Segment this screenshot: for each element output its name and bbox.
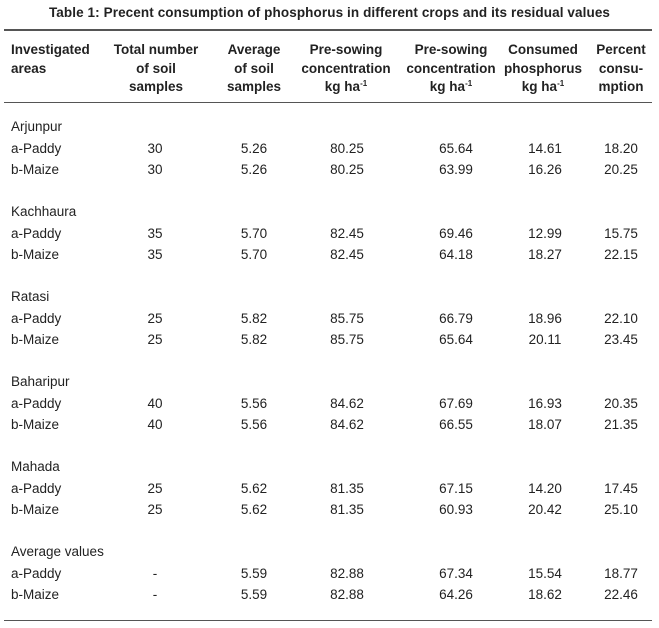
table-cell: 5.26 xyxy=(240,162,268,177)
header-text: Percent xyxy=(596,42,646,57)
table-row xyxy=(0,479,659,499)
crop-label: b-Maize xyxy=(11,502,60,517)
table-cell: 63.99 xyxy=(439,162,473,177)
table-cell: 65.64 xyxy=(439,332,473,347)
top-rule xyxy=(4,29,652,31)
area-name: Mahada xyxy=(11,459,60,474)
table-cell: 65.64 xyxy=(439,140,473,156)
table-cell: 20.25 xyxy=(604,162,638,177)
table-cell: 5.70 xyxy=(240,247,268,262)
table-cell: 5.82 xyxy=(240,332,268,347)
header-text: samples xyxy=(128,79,184,94)
table-cell: 67.15 xyxy=(439,480,473,496)
table-cell: 14.61 xyxy=(528,140,562,156)
table-cell: 15.75 xyxy=(604,225,638,241)
area-name: Kachhaura xyxy=(11,204,77,219)
table-cell: 5.56 xyxy=(240,395,268,411)
table-cell: 82.88 xyxy=(330,587,364,602)
crop-label: b-Maize xyxy=(11,332,60,347)
table-cell: 64.18 xyxy=(439,247,473,262)
table-cell: 25 xyxy=(147,480,163,496)
header-text: Pre-sowing xyxy=(309,42,383,57)
crop-label: a-Paddy xyxy=(11,480,62,496)
table-cell: 17.45 xyxy=(604,480,638,496)
table-cell: 30 xyxy=(147,162,163,177)
header-text: phosphorus xyxy=(504,60,582,76)
table-cell: 66.79 xyxy=(439,310,473,326)
header-line xyxy=(11,41,111,60)
header-text: Total number xyxy=(113,42,199,57)
table-cell: 22.10 xyxy=(604,310,638,326)
table-cell: 18.20 xyxy=(604,140,638,156)
header-line xyxy=(395,78,507,97)
column-header-7 xyxy=(586,41,656,97)
table-cell: 5.62 xyxy=(240,502,268,517)
table-cell: 5.26 xyxy=(240,140,268,156)
table-cell: 20.35 xyxy=(604,395,638,411)
header-text: samples xyxy=(226,79,282,94)
table-cell: 18.77 xyxy=(604,565,638,581)
table-cell: 80.25 xyxy=(330,162,364,177)
header-text: Consumed xyxy=(508,42,578,57)
unit-exponent: -1 xyxy=(360,79,368,88)
table-cell: 85.75 xyxy=(330,310,364,326)
table-row xyxy=(0,585,659,605)
area-name: Arjunpur xyxy=(11,119,63,134)
header-line xyxy=(498,78,588,97)
area-name: Baharipur xyxy=(11,374,70,389)
table-cell: 16.26 xyxy=(528,162,562,177)
table-row xyxy=(0,245,659,265)
crop-label: a-Paddy xyxy=(11,565,62,581)
area-row xyxy=(0,287,659,307)
header-line xyxy=(395,60,507,79)
table-cell: 25 xyxy=(147,310,163,326)
header-line xyxy=(498,41,588,60)
area-name: Average values xyxy=(11,544,104,559)
table-cell: 16.93 xyxy=(528,395,562,411)
table-cell: 25 xyxy=(147,502,163,517)
table-title: Table 1: Precent consumption of phosphorus in different crops and its residual values xyxy=(48,5,611,20)
table-row xyxy=(0,500,659,520)
header-line xyxy=(586,60,656,79)
area-row xyxy=(0,117,659,137)
table-cell: 35 xyxy=(147,247,163,262)
unit-exponent: -1 xyxy=(557,79,565,88)
table-cell: 66.55 xyxy=(439,417,473,432)
crop-label: b-Maize xyxy=(11,587,60,602)
header-line xyxy=(395,41,507,60)
table-row xyxy=(0,160,659,180)
table-row xyxy=(0,139,659,159)
crop-label: a-Paddy xyxy=(11,140,62,156)
table-cell: 84.62 xyxy=(330,395,364,411)
table-cell: 82.88 xyxy=(330,565,364,581)
header-line xyxy=(101,41,211,60)
table-cell: 5.82 xyxy=(240,310,268,326)
header-text: consu- xyxy=(598,60,644,76)
table-cell: 12.99 xyxy=(528,225,562,241)
table-cell: 69.46 xyxy=(439,225,473,241)
header-line xyxy=(101,60,211,79)
header-text: kg ha xyxy=(324,79,361,94)
area-row xyxy=(0,202,659,222)
header-line xyxy=(290,41,402,60)
table-cell: 30 xyxy=(147,140,163,156)
table-cell: 18.62 xyxy=(528,587,562,602)
header-line xyxy=(586,41,656,60)
table-row xyxy=(0,309,659,329)
table-row xyxy=(0,330,659,350)
crop-label: b-Maize xyxy=(11,247,60,262)
header-text: of soil xyxy=(234,60,274,76)
table-cell: 23.45 xyxy=(604,332,638,347)
crop-label: b-Maize xyxy=(11,162,60,177)
table-cell: 22.15 xyxy=(604,247,638,262)
table-cell: 18.07 xyxy=(528,417,562,432)
table-cell: 84.62 xyxy=(330,417,364,432)
table-cell: 21.35 xyxy=(604,417,638,432)
header-line xyxy=(209,41,299,60)
header-line xyxy=(586,78,656,97)
header-rule xyxy=(4,102,652,103)
header-text: areas xyxy=(11,60,47,76)
table-cell: 40 xyxy=(147,395,163,411)
table-cell: 60.93 xyxy=(439,502,473,517)
table-cell: 14.20 xyxy=(528,480,562,496)
crop-label: a-Paddy xyxy=(11,310,62,326)
header-line xyxy=(290,60,402,79)
header-text: kg ha xyxy=(521,79,558,94)
table-cell: 81.35 xyxy=(330,480,364,496)
table-cell: 25 xyxy=(147,332,163,347)
area-row xyxy=(0,542,659,562)
table-cell: 20.11 xyxy=(528,332,562,347)
table-cell: 85.75 xyxy=(330,332,364,347)
header-text: Average xyxy=(227,42,281,57)
header-text: Investigated xyxy=(11,42,90,57)
header-text: concentration xyxy=(301,60,391,76)
header-line xyxy=(209,60,299,79)
table-cell: 22.46 xyxy=(604,587,638,602)
header-line xyxy=(209,78,299,97)
table-cell: 82.45 xyxy=(330,225,364,241)
table-cell: 64.26 xyxy=(439,587,473,602)
table-cell: 20.42 xyxy=(528,502,562,517)
header-line xyxy=(290,78,402,97)
crop-label: b-Maize xyxy=(11,417,60,432)
area-name: Ratasi xyxy=(11,289,50,304)
crop-label: a-Paddy xyxy=(11,395,62,411)
table-row xyxy=(0,394,659,414)
table-cell: 67.69 xyxy=(439,395,473,411)
header-line xyxy=(11,60,111,79)
column-header-3 xyxy=(209,41,299,97)
unit-exponent: -1 xyxy=(465,79,473,88)
header-text: concentration xyxy=(406,60,496,76)
table-row xyxy=(0,564,659,584)
column-header-4 xyxy=(290,41,402,97)
area-row xyxy=(0,372,659,392)
table-cell: 18.96 xyxy=(528,310,562,326)
table-cell: 5.62 xyxy=(240,480,268,496)
table-cell: 25.10 xyxy=(604,502,638,517)
column-header-1 xyxy=(11,41,111,78)
header-text: Pre-sowing xyxy=(414,42,488,57)
table-row xyxy=(0,224,659,244)
column-header-2 xyxy=(101,41,211,97)
table-cell: 5.59 xyxy=(240,587,268,602)
header-line xyxy=(101,78,211,97)
crop-label: a-Paddy xyxy=(11,225,62,241)
bottom-rule xyxy=(4,620,652,621)
header-text: kg ha xyxy=(429,79,466,94)
column-header-5 xyxy=(395,41,507,97)
area-row xyxy=(0,457,659,477)
table-cell: - xyxy=(152,565,158,581)
table-row xyxy=(0,415,659,435)
header-text: mption xyxy=(598,79,644,94)
table-cell: - xyxy=(152,587,158,602)
header-line xyxy=(498,60,588,79)
table-cell: 40 xyxy=(147,417,163,432)
table-cell: 15.54 xyxy=(528,565,562,581)
table-cell: 18.27 xyxy=(528,247,562,262)
table-cell: 81.35 xyxy=(330,502,364,517)
table-cell: 80.25 xyxy=(330,140,364,156)
table-cell: 5.70 xyxy=(240,225,268,241)
header-text: of soil xyxy=(136,60,176,76)
table-cell: 82.45 xyxy=(330,247,364,262)
column-header-6 xyxy=(498,41,588,97)
table-cell: 5.56 xyxy=(240,417,268,432)
table-cell: 67.34 xyxy=(439,565,473,581)
table-cell: 5.59 xyxy=(240,565,268,581)
table-cell: 35 xyxy=(147,225,163,241)
